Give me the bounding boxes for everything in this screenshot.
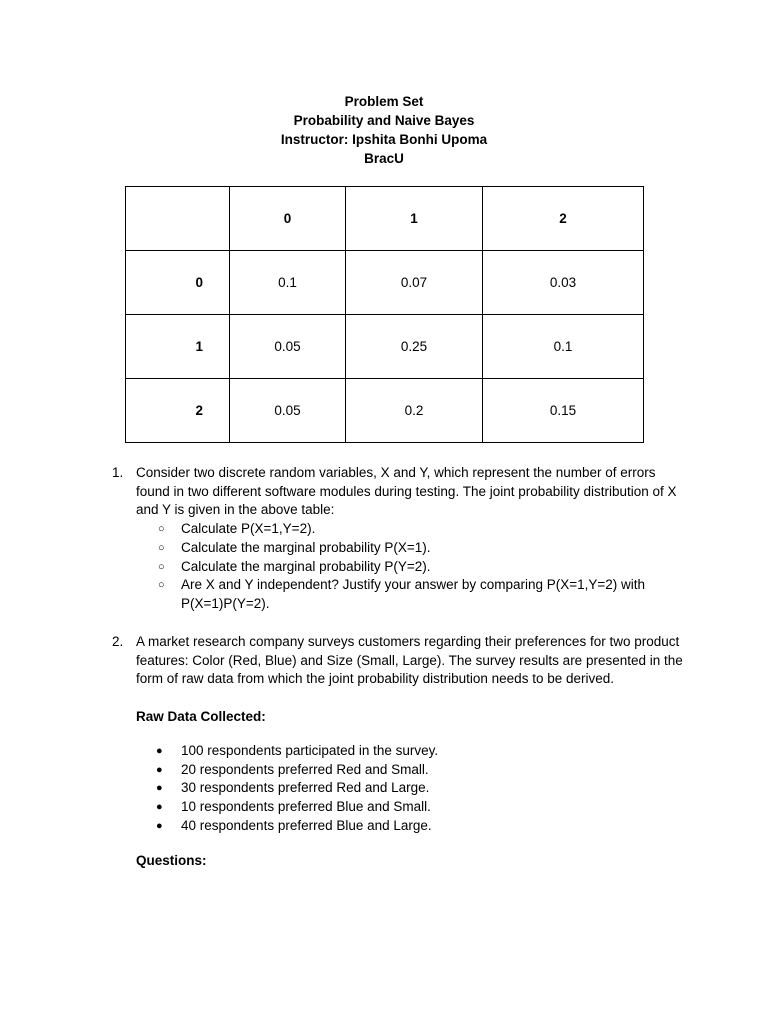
list-item [156,558,692,577]
header-title: Problem Set [344,94,424,109]
table-col-header: 2 [483,187,644,251]
list-item [156,798,692,817]
list-item [156,576,692,613]
list-item [156,817,692,836]
list-item-text: Calculate the marginal probability P(X=1). [181,539,431,555]
list-item [156,539,692,558]
table-cell: 0.1 [483,315,644,379]
list-item [156,779,692,798]
raw-data-heading: Raw Data Collected: [136,709,266,725]
question-number: 1. [112,465,124,480]
filled-bullet-icon: ● [156,819,163,832]
list-item [156,761,692,780]
list-item-text: Calculate P(X=1,Y=2). [181,521,316,537]
table-cell: 0.15 [483,379,644,443]
list-item-text: Are X and Y independent? Justify your answer by comparing P(X=1,Y=2) with P(X=1)P(Y=2). [181,577,646,611]
document-header [0,92,768,168]
table-row-header: 0 [126,251,230,315]
filled-bullet-icon: ● [156,800,163,813]
filled-bullet-icon: ● [156,782,163,795]
list-item [156,742,692,761]
table-cell: 0.2 [346,379,483,443]
list-item-text: Calculate the marginal probability P(Y=2). [181,558,431,574]
questions-heading: Questions: [136,853,207,869]
question-1 [112,464,692,614]
question-text: A market research company surveys customers regarding their preferences for two product features: Color (Red, Blue) and Size (Small, Large). The survey results are presented in the form of raw data from which the joint probability distribution needs to be derived. [136,634,683,687]
table-header-row [126,187,644,251]
table-row [126,251,644,315]
question-2 [112,633,692,871]
hollow-bullet-icon: ○ [158,541,165,554]
joint-probability-table [125,186,644,443]
table-cell: 0.25 [346,315,483,379]
header-institution: BracU [364,151,404,166]
list-item-text: 40 respondents preferred Blue and Large. [181,817,432,833]
filled-bullet-icon: ● [156,744,163,757]
list-item-text: 100 respondents participated in the survey. [181,742,439,758]
question-text: Consider two discrete random variables, X and Y, which represent the number of errors found in two different software modules during testing. The joint probability distribution of X and Y is given in the above table: [136,465,677,518]
header-instructor: Instructor: Ipshita Bonhi Upoma [280,132,488,147]
header-subtitle: Probability and Naive Bayes [293,113,475,128]
table-cell: 0.1 [230,251,346,315]
table-row-header: 1 [126,315,230,379]
table-row-header: 2 [126,379,230,443]
table-cell: 0.07 [346,251,483,315]
table-cell: 0.05 [230,379,346,443]
table-col-header: 1 [346,187,483,251]
question-1-subitems [156,520,692,614]
hollow-bullet-icon: ○ [158,560,165,573]
hollow-bullet-icon: ○ [158,579,165,592]
filled-bullet-icon: ● [156,763,163,776]
table-row [126,315,644,379]
table-row [126,379,644,443]
hollow-bullet-icon: ○ [158,523,165,536]
table-corner-cell [126,187,230,251]
list-item-text: 20 respondents preferred Red and Small. [181,761,429,777]
question-number: 2. [112,634,124,649]
table-cell: 0.03 [483,251,644,315]
table-cell: 0.05 [230,315,346,379]
table-col-header: 0 [230,187,346,251]
list-item-text: 10 respondents preferred Blue and Small. [181,798,431,814]
list-item-text: 30 respondents preferred Red and Large. [181,780,430,796]
raw-data-list [156,742,692,836]
list-item [156,520,692,539]
